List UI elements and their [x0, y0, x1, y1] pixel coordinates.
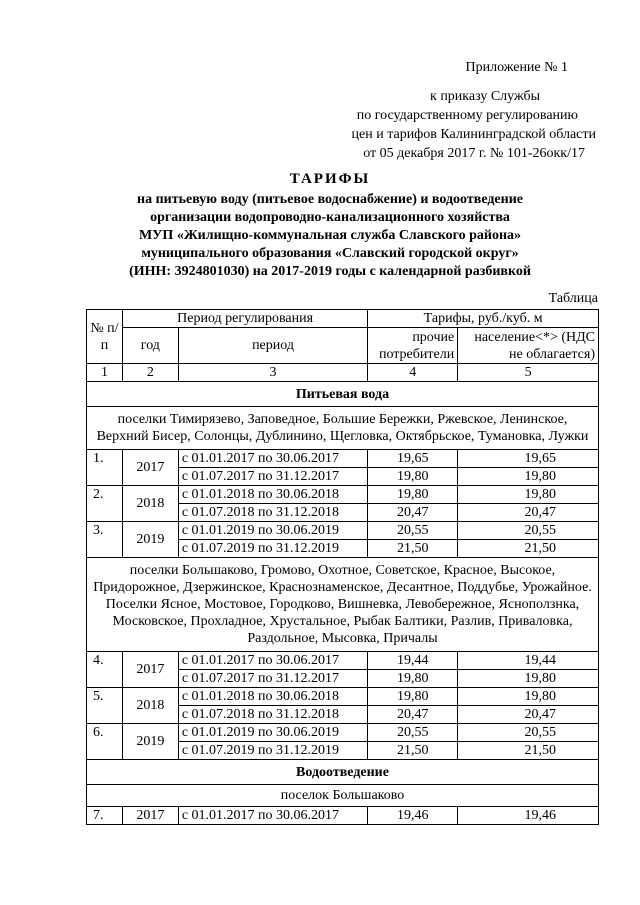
row-tariff-other: 19,46	[368, 807, 458, 825]
table-row	[87, 486, 599, 504]
row-tariff-population: 20,55	[458, 724, 599, 742]
row-period: с 01.01.2018 по 30.06.2018	[178, 486, 367, 504]
row-tariff-other: 19,80	[368, 670, 458, 688]
row-year: 2019	[122, 522, 178, 558]
table-row	[87, 450, 599, 468]
section-drainage: Водоотведение	[87, 760, 599, 785]
title-line: на питьевую воду (питьевое водоснабжение) и водоотведение	[137, 192, 523, 207]
row-tariff-other: 20,55	[368, 724, 458, 742]
row-year: 2018	[122, 486, 178, 522]
row-tariff-other: 21,50	[368, 742, 458, 760]
row-number: 4.	[87, 652, 123, 688]
row-tariff-population: 20,47	[458, 706, 599, 724]
table-row	[87, 688, 599, 706]
row-number: 7.	[87, 807, 123, 825]
area-row	[87, 785, 599, 807]
title-line: организации водопроводно-канализационного хозяйства	[150, 210, 510, 225]
section-row	[87, 760, 599, 785]
row-tariff-other: 19,80	[368, 468, 458, 486]
settlements-group-1: поселки Тимирязево, Заповедное, Большие Бережки, Ржевское, Ленинское, Верхний Бисер, Солонцы, Дублинино, Щегловка, Октябрьское, Тумановка, Лужки	[87, 407, 599, 450]
row-tariff-population: 21,50	[458, 742, 599, 760]
row-period: с 01.01.2017 по 30.06.2017	[178, 652, 367, 670]
settlements-group-3: поселок Большаково	[87, 785, 599, 807]
appendix-label: Приложение № 1	[465, 60, 568, 75]
row-period: с 01.01.2017 по 30.06.2017	[178, 450, 367, 468]
row-number: 5.	[87, 688, 123, 724]
header-row	[87, 328, 599, 364]
title-line: (ИНН: 3924801030) на 2017-2019 годы с календарной разбивкой	[129, 264, 531, 279]
order-line: к приказу Службы	[430, 89, 540, 104]
row-tariff-population: 21,50	[458, 540, 599, 558]
section-row	[87, 382, 599, 407]
table-row	[87, 522, 599, 540]
row-tariff-population: 19,44	[458, 652, 599, 670]
row-tariff-other: 19,80	[368, 486, 458, 504]
title-line: МУП «Жилищно-коммунальная служба Славского района»	[138, 228, 522, 243]
col-number: 5	[458, 364, 599, 382]
row-number: 2.	[87, 486, 123, 522]
row-tariff-other: 19,65	[368, 450, 458, 468]
header-tariff-group: Тарифы, руб./куб. м	[368, 310, 599, 328]
tariffs-table	[86, 309, 599, 825]
row-year: 2018	[122, 688, 178, 724]
row-tariff-population: 19,80	[458, 468, 599, 486]
row-number: 1.	[87, 450, 123, 486]
header-row	[87, 310, 599, 328]
row-period: с 01.07.2019 по 31.12.2019	[178, 742, 367, 760]
table-row	[87, 724, 599, 742]
row-period: с 01.07.2018 по 31.12.2018	[178, 504, 367, 522]
header-period-group: Период регулирования	[122, 310, 367, 328]
appendix-header	[320, 58, 600, 163]
row-tariff-population: 20,47	[458, 504, 599, 522]
row-period: с 01.07.2018 по 31.12.2018	[178, 706, 367, 724]
table-row	[87, 652, 599, 670]
row-period: с 01.07.2017 по 31.12.2017	[178, 670, 367, 688]
column-number-row	[87, 364, 599, 382]
order-line: от 05 декабря 2017 г. № 101-26окк/17	[363, 146, 585, 161]
document-title	[60, 170, 600, 281]
header-other: прочие потребители	[368, 328, 458, 364]
row-period: с 01.01.2019 по 30.06.2019	[178, 724, 367, 742]
row-tariff-other: 19,44	[368, 652, 458, 670]
row-tariff-population: 19,80	[458, 688, 599, 706]
area-row	[87, 407, 599, 450]
title-line: муниципального образования «Славский городской округ»	[141, 246, 519, 261]
row-tariff-population: 19,65	[458, 450, 599, 468]
row-number: 6.	[87, 724, 123, 760]
header-population: население<*> (НДС не облагается)	[458, 328, 599, 364]
row-tariff-population: 19,80	[458, 670, 599, 688]
row-tariff-other: 20,55	[368, 522, 458, 540]
header-period: период	[178, 328, 367, 364]
row-number: 3.	[87, 522, 123, 558]
row-tariff-other: 20,47	[368, 504, 458, 522]
row-year: 2017	[122, 450, 178, 486]
col-number: 3	[178, 364, 367, 382]
row-period: с 01.01.2018 по 30.06.2018	[178, 688, 367, 706]
col-number: 2	[122, 364, 178, 382]
header-year: год	[122, 328, 178, 364]
row-tariff-population: 19,80	[458, 486, 599, 504]
section-water: Питьевая вода	[87, 382, 599, 407]
col-number: 1	[87, 364, 123, 382]
table-row	[87, 807, 599, 825]
row-year: 2017	[122, 807, 178, 825]
order-line: цен и тарифов Калининградской области	[351, 127, 596, 142]
row-tariff-other: 19,80	[368, 688, 458, 706]
row-period: с 01.01.2017 по 30.06.2017	[178, 807, 367, 825]
order-line: по государственному регулированию	[356, 108, 578, 123]
table-caption: Таблица	[548, 291, 598, 306]
row-year: 2017	[122, 652, 178, 688]
row-tariff-population: 19,46	[458, 807, 599, 825]
col-number: 4	[368, 364, 458, 382]
area-row	[87, 558, 599, 652]
row-period: с 01.01.2019 по 30.06.2019	[178, 522, 367, 540]
row-tariff-population: 20,55	[458, 522, 599, 540]
row-period: с 01.07.2017 по 31.12.2017	[178, 468, 367, 486]
row-year: 2019	[122, 724, 178, 760]
title-main: ТАРИФЫ	[289, 171, 371, 187]
settlements-group-2: поселки Большаково, Громово, Охотное, Советское, Красное, Высокое, Придорожное, Дзержинское, Краснознаменское, Десантное, Поддубье, Урожайное. Поселки Ясное, Мостовое, Городково, Вишневка, Левобережное, Ясноползнка, Московское, Прохладное, Хрустальное, Рыбак Балтики, Разлив, Приваловка, Раздольное, Мысовка, Причалы	[87, 558, 599, 652]
row-period: с 01.07.2019 по 31.12.2019	[178, 540, 367, 558]
header-num: № п/п	[87, 310, 123, 364]
row-tariff-other: 21,50	[368, 540, 458, 558]
row-tariff-other: 20,47	[368, 706, 458, 724]
